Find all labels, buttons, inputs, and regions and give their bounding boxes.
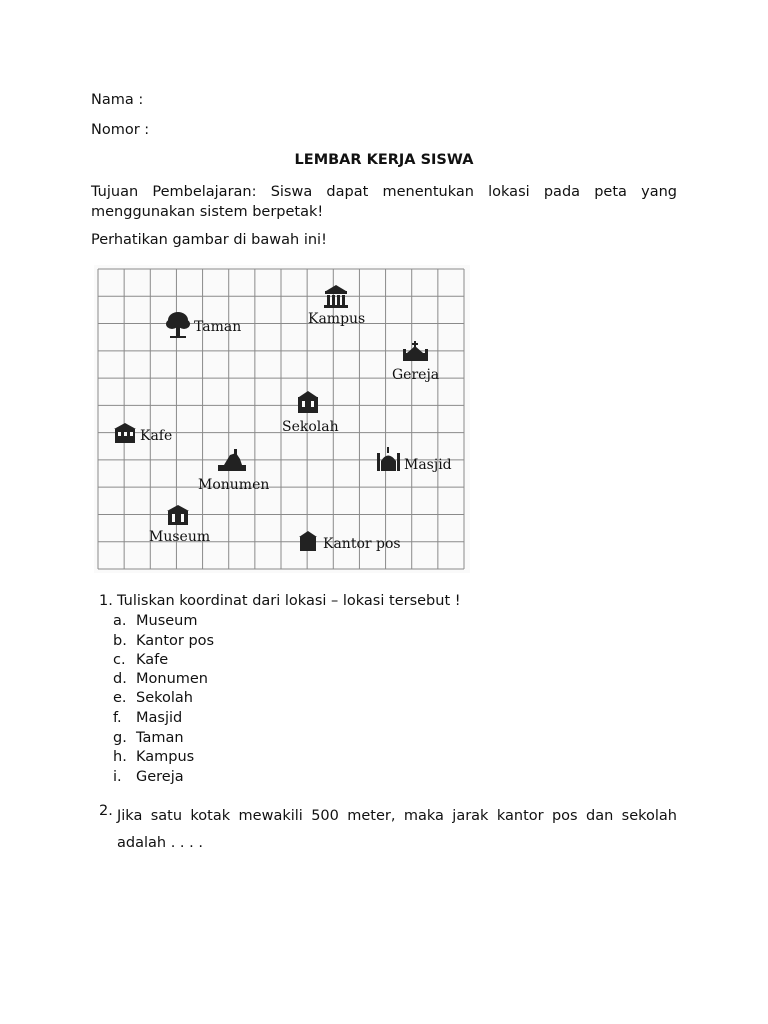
learning-objective: Tujuan Pembelajaran: Siswa dapat menentukan lokasi pada peta yang menggunakan sistem berpetak! [91,184,677,220]
map-label-kampus: Kampus [308,311,366,327]
map-label-museum: Museum [149,529,211,545]
item-letter: i. [113,769,122,785]
list-item [113,730,184,746]
map-label-kantor-pos: Kantor pos [323,536,401,552]
item-letter: c. [113,652,126,668]
item-label: Taman [136,730,184,746]
item-label: Museum [136,613,198,629]
grid-map [94,265,470,573]
map-label-gereja: Gereja [392,367,440,383]
item-label: Masjid [136,710,183,726]
item-letter: a. [113,613,127,629]
map-label-kafe: Kafe [140,428,173,444]
worksheet-title: LEMBAR KERJA SISWA [294,152,474,168]
map-label-taman: Taman [194,319,242,335]
nomor-label: Nomor : [91,122,150,138]
list-item [113,749,194,765]
item-letter: d. [113,671,127,687]
item-label: Gereja [136,769,184,785]
question-1-text: Tuliskan koordinat dari lokasi – lokasi tersebut ! [117,593,461,609]
question-2-number: 2. [99,803,113,819]
item-label: Sekolah [136,690,193,706]
item-letter: e. [113,690,127,706]
nama-label: Nama : [91,92,144,108]
question-1-number: 1. [99,593,113,609]
list-item [113,652,168,668]
list-item [113,671,208,687]
list-item [113,613,198,629]
map-label-masjid: Masjid [404,457,452,473]
list-item [113,769,184,785]
list-item [113,633,214,649]
item-letter: h. [113,749,127,765]
item-letter: b. [113,633,127,649]
question-2-text: Jika satu kotak mewakili 500 meter, maka jarak kantor pos dan sekolah adalah . . . . [117,808,677,851]
item-label: Kantor pos [136,633,215,649]
map-label-sekolah: Sekolah [282,419,339,435]
list-item [113,710,182,726]
map-label-monumen: Monumen [198,477,270,493]
instruction-text: Perhatikan gambar di bawah ini! [91,232,327,248]
item-letter: f. [113,710,122,726]
item-label: Kampus [136,749,195,765]
item-label: Monumen [136,671,208,687]
item-label: Kafe [136,652,169,668]
item-letter: g. [113,730,127,746]
list-item [113,690,193,706]
